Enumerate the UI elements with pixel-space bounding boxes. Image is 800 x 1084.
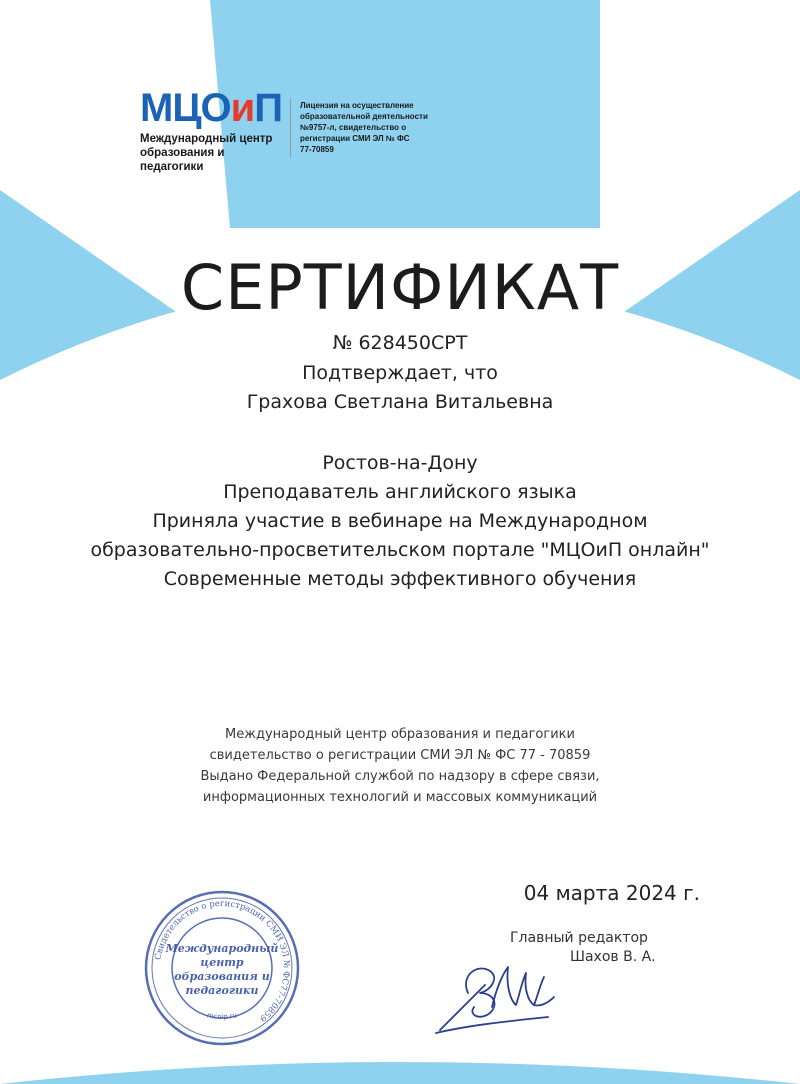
certificate-title: СЕРТИФИКАТ — [180, 251, 620, 324]
editor-role: Главный редактор — [510, 930, 648, 946]
participation-text: Приняла участие в вебинаре на Международном — [152, 510, 648, 532]
license-line: 77-70859 — [300, 145, 334, 154]
editor-name: Шахов В. А. — [570, 949, 656, 965]
stamp-center-line: педагогики — [185, 984, 259, 997]
registration-info — [0, 724, 800, 808]
logo-text-part3: П — [254, 86, 282, 130]
license-line: Лицензия на осуществление — [300, 101, 414, 110]
license-line: регистрации СМИ ЭЛ № ФС — [300, 134, 410, 143]
stamp-center-line: Международный — [165, 942, 279, 955]
license-info — [300, 100, 450, 155]
stamp-center-line: центр — [200, 956, 244, 969]
logo-text-part1: МЦО — [140, 86, 231, 130]
registration-line: информационных технологий и массовых коммуникаций — [202, 790, 598, 805]
organization-stamp — [142, 888, 302, 1048]
license-line: образовательной деятельности — [300, 112, 428, 121]
logo-wordmark — [140, 86, 282, 130]
editor-signature — [430, 945, 560, 1040]
confirmation-text: Подтверждает, что — [302, 362, 498, 384]
issue-date: 04 марта 2024 г. — [523, 881, 700, 905]
organization-logo — [140, 86, 450, 173]
recipient-position: Преподаватель английского языка — [223, 481, 577, 503]
stamp-bottom-text: mcoip.ru — [206, 1011, 238, 1022]
logo-divider — [290, 98, 291, 158]
stamp-ring-text: Свидетельство о регистрации СМИ ЭЛ № ФС77-70859 — [153, 898, 292, 1023]
license-line: №9757-л, свидетельство о — [300, 123, 407, 132]
recipient-city: Ростов-на-Дону — [322, 452, 478, 474]
participation-text-2: образовательно-просветительском портале "МЦОиП онлайн" — [90, 539, 710, 561]
logo-subtitle — [140, 132, 290, 174]
registration-line: Международный центр образования и педагогики — [225, 727, 575, 742]
logo-text-part2: и — [230, 86, 255, 130]
registration-line: свидетельство о регистрации СМИ ЭЛ № ФС 77 - 70859 — [209, 748, 591, 763]
certificate-number: № 628450СРТ — [332, 332, 468, 354]
webinar-title: Современные методы эффективного обучения — [163, 568, 637, 590]
registration-line: Выдано Федеральной службой по надзору в сфере связи, — [200, 769, 600, 784]
logo-subtitle-line: Международный центр — [140, 133, 273, 145]
stamp-center-line: образования и — [174, 970, 270, 983]
recipient-name: Грахова Светлана Витальевна — [246, 391, 554, 413]
logo-subtitle-line: образования и педагогики — [140, 147, 225, 173]
